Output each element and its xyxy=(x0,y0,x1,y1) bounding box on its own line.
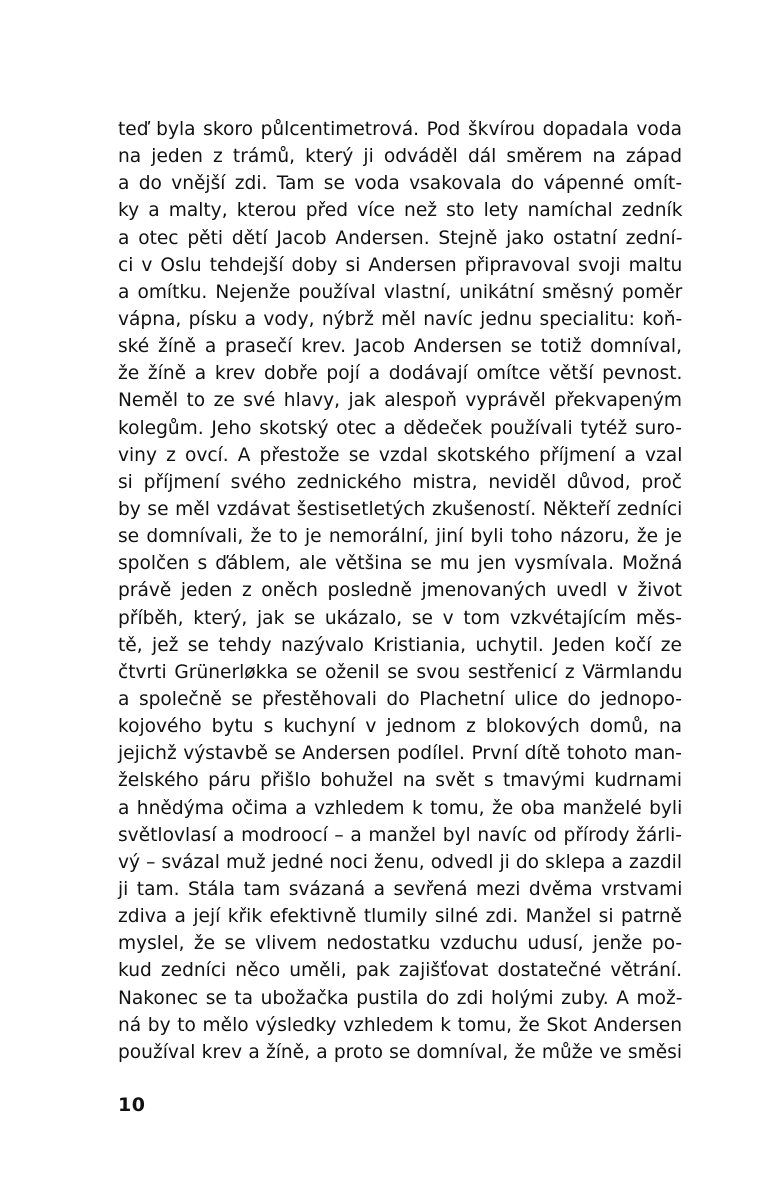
text-line: zdiva a její křik efektivně tlumily silné zdi. Manžel si patrně xyxy=(118,906,682,928)
text-line: se domnívali, že to je nemorální, jiní byli toho názoru, že je xyxy=(118,526,682,548)
text-line: vý – svázal muž jedné noci ženu, odvedl ji do sklepa a zazdil xyxy=(118,851,682,873)
text-line: Neměl to ze své hlavy, jak alespoň vyprávěl překvapeným xyxy=(118,390,682,412)
text-line: ná by to mělo výsledky vzhledem k tomu, že Skot Andersen xyxy=(118,1014,682,1036)
text-line: a hnědýma očima a vzhledem k tomu, že oba manželé byli xyxy=(118,797,683,819)
text-line: spolčen s ďáblem, ale většina se mu jen vysmívala. Možná xyxy=(118,553,683,575)
body-text xyxy=(118,116,682,1066)
text-line: teď byla skoro půlcentimetrová. Pod škvírou dopadala voda xyxy=(118,119,682,140)
text-line: že žíně a krev dobře pojí a dodávají omítce větší pevnost. xyxy=(118,363,683,385)
text-line: a otec pěti dětí Jacob Andersen. Stejně jako ostatní zední- xyxy=(118,227,683,249)
text-line: a společně se přestěhovali do Plachetní ulice do jednopo- xyxy=(118,688,682,710)
text-line: právě jeden z oněch posledně jmenovaných uvedl v život xyxy=(118,580,682,602)
text-line: na jeden z trámů, který ji odváděl dál směrem na západ xyxy=(118,146,682,168)
text-line: světlovlasí a modroocí – a manžel byl navíc od přírody žárli- xyxy=(118,824,682,846)
text-line: kolegům. Jeho skotský otec a dědeček používali tytéž suro- xyxy=(118,417,682,439)
text-line: si příjmení svého zednického mistra, neviděl důvod, proč xyxy=(118,471,683,493)
text-line: kud zedníci něco uměli, pak zajišťovat dostatečné větrání. xyxy=(118,960,682,982)
text-line: viny z ovcí. A přestože se vzdal skotského příjmení a vzal xyxy=(118,444,683,466)
text-line: používal krev a žíně, a proto se domníval, že může ve směsi xyxy=(118,1041,682,1063)
text-line: ské žíně a prasečí krev. Jacob Andersen se totiž domníval, xyxy=(118,336,682,358)
text-line: želského páru přišlo bohužel na svět s tmavými kudrnami xyxy=(118,770,682,792)
text-line: vápna, písku a vody, nýbrž měl navíc jednu specialitu: koň- xyxy=(118,308,683,330)
text-line: jejichž výstavbě se Andersen podílel. První dítě tohoto man- xyxy=(118,743,682,765)
text-line: kojového bytu s kuchyní v jednom z blokových domů, na xyxy=(118,716,682,738)
text-line: příběh, který, jak se ukázalo, se v tom vzkvétajícím měs- xyxy=(118,607,682,629)
text-line: ci v Oslu tehdejší doby si Andersen připravoval svoji maltu xyxy=(118,254,683,276)
text-line: tě, jež se tehdy nazývalo Kristiania, uchytil. Jeden kočí ze xyxy=(118,634,682,656)
text-line: čtvrti Grünerløkka se oženil se svou sestřenicí z Värmlandu xyxy=(118,661,683,683)
text-line: ji tam. Stála tam svázaná a sevřená mezi dvěma vrstvami xyxy=(118,878,683,900)
text-line: ky a malty, kterou před více než sto lety namíchal zedník xyxy=(118,200,683,222)
text-line: a omítku. Nejenže používal vlastní, unikátní směsný poměr xyxy=(118,281,683,303)
page-number: 10 xyxy=(118,1094,146,1116)
text-line: myslel, že se vlivem nedostatku vzduchu udusí, jenže po- xyxy=(118,933,683,955)
text-line: Nakonec se ta ubožačka pustila do zdi holými zuby. A mož- xyxy=(118,987,683,1009)
text-line: by se měl vzdávat šestisetletých zkušeností. Někteří zedníci xyxy=(118,498,683,520)
text-line: a do vnější zdi. Tam se voda vsakovala do vápenné omít- xyxy=(118,173,683,195)
